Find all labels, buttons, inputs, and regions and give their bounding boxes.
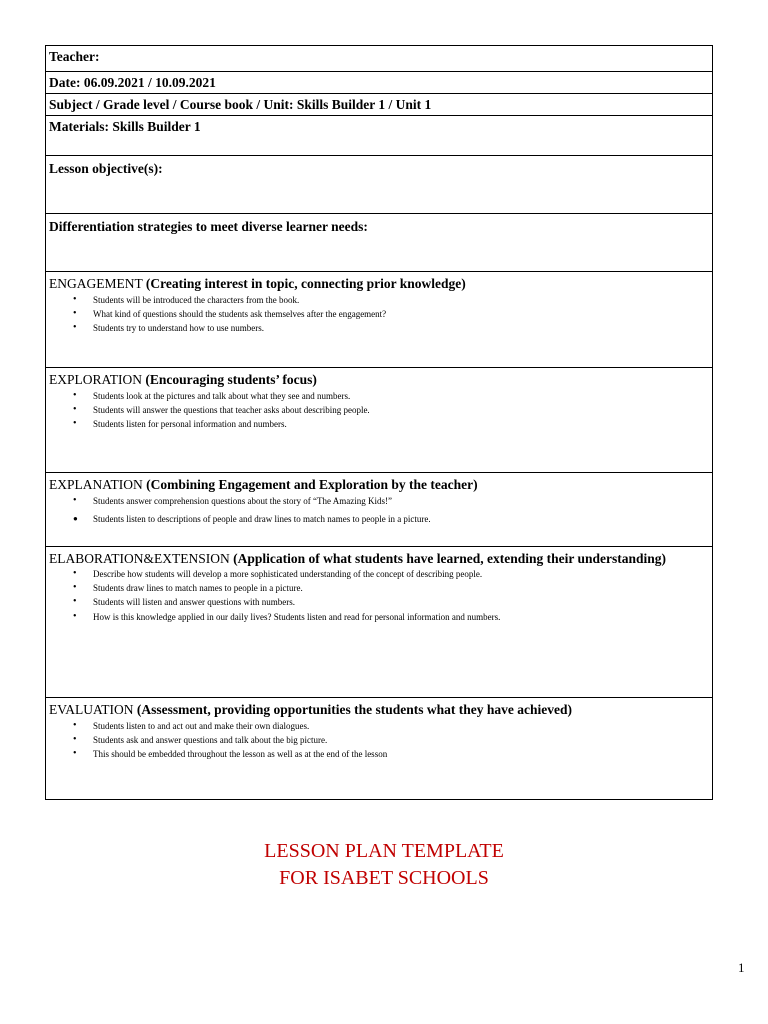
section-description: (Encouraging students’ focus) xyxy=(145,372,317,387)
materials-row: Materials: Skills Builder 1 xyxy=(46,116,713,156)
document-title xyxy=(0,838,768,892)
evaluation-section xyxy=(46,698,713,800)
section-title xyxy=(49,370,709,389)
section-name: ELABORATION&EXTENSION xyxy=(49,551,230,566)
document-title-line-2: FOR ISABET SCHOOLS xyxy=(279,867,489,889)
section-name: EXPLANATION xyxy=(49,477,143,492)
section-description: (Assessment, providing opportunities the students what they have achieved) xyxy=(136,702,573,717)
section-bullet-list xyxy=(49,389,709,432)
page-number: 1 xyxy=(738,960,745,975)
section-title xyxy=(49,475,709,494)
list-item: • Students draw lines to match names to people in a picture. xyxy=(93,581,709,595)
section-title xyxy=(49,549,709,568)
section-title xyxy=(49,274,709,293)
section-name: EVALUATION xyxy=(49,702,134,717)
exploration-section xyxy=(46,368,713,473)
list-item: • How is this knowledge applied in our daily lives? Students listen and read for personal information and numbers. xyxy=(93,610,709,624)
list-item: • Students will answer the questions that teacher asks about describing people. xyxy=(93,403,709,417)
list-item: • What kind of questions should the students ask themselves after the engagement? xyxy=(93,307,709,321)
section-bullet-list xyxy=(49,719,709,762)
section-description: (Application of what students have learned, extending their understanding) xyxy=(233,551,667,566)
list-item: • Students ask and answer questions and talk about the big picture. xyxy=(93,733,709,747)
list-item: • Describe how students will develop a more sophisticated understanding of the concept of describing people. xyxy=(93,567,709,581)
objectives-row: Lesson objective(s): xyxy=(46,156,713,214)
document-title-line-1: LESSON PLAN TEMPLATE xyxy=(264,840,504,862)
section-name: ENGAGEMENT xyxy=(49,276,143,291)
list-item: • Students listen for personal information and numbers. xyxy=(93,417,709,431)
list-item: • Students look at the pictures and talk about what they see and numbers. xyxy=(93,389,709,403)
section-bullet-list xyxy=(49,293,709,336)
list-item: • This should be embedded throughout the lesson as well as at the end of the lesson xyxy=(93,747,709,761)
section-title xyxy=(49,700,709,719)
elaboration-extension-section xyxy=(46,547,713,698)
explanation-section xyxy=(46,473,713,547)
list-item: • Students listen to and act out and make their own dialogues. xyxy=(93,719,709,733)
list-item: • Students answer comprehension questions about the story of “The Amazing Kids!” xyxy=(93,494,709,508)
lesson-plan-table xyxy=(45,45,713,800)
engagement-section xyxy=(46,272,713,368)
section-bullet-list xyxy=(49,567,709,624)
list-item: ● Students listen to descriptions of people and draw lines to match names to people in a picture. xyxy=(93,512,709,526)
date-row: Date: 06.09.2021 / 10.09.2021 xyxy=(46,72,713,94)
list-item: • Students try to understand how to use numbers. xyxy=(93,321,709,335)
teacher-row: Teacher: xyxy=(46,46,713,72)
section-description: (Creating interest in topic, connecting prior knowledge) xyxy=(145,276,466,291)
section-description: (Combining Engagement and Exploration by the teacher) xyxy=(146,477,478,492)
section-name: EXPLORATION xyxy=(49,372,142,387)
subject-row: Subject / Grade level / Course book / Unit: Skills Builder 1 / Unit 1 xyxy=(46,94,713,116)
list-item: • Students will be introduced the characters from the book. xyxy=(93,293,709,307)
section-bullet-list xyxy=(49,494,709,526)
list-item: • Students will listen and answer questions with numbers. xyxy=(93,595,709,609)
differentiation-row: Differentiation strategies to meet diverse learner needs: xyxy=(46,214,713,272)
